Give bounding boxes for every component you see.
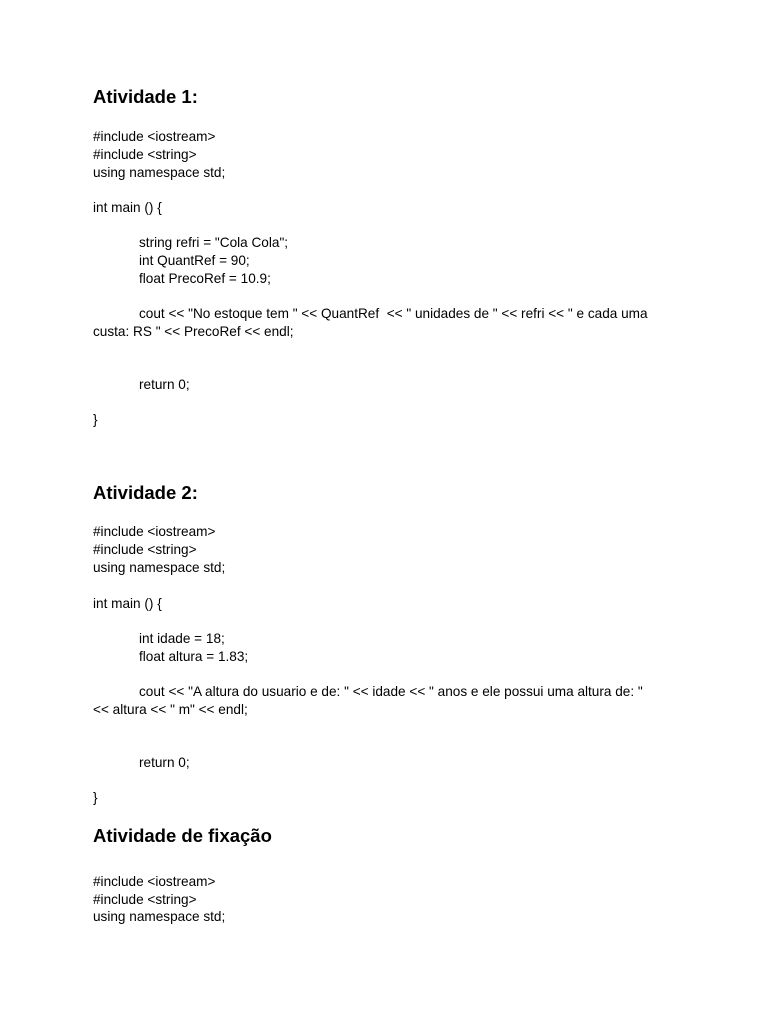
section-1-heading: Atividade 1: [93, 86, 198, 107]
section-2-heading: Atividade 2: [93, 482, 198, 503]
section-3-heading: Atividade de fixação [93, 825, 272, 846]
code-line: cout << "No estoque tem " << QuantRef << " unidades de " << refri << " e cada uma [139, 306, 648, 321]
code-line: return 0; [139, 377, 190, 392]
code-line: cout << "A altura do usuario e de: " << idade << " anos e ele possui uma altura de: " [139, 684, 643, 699]
code-line: int idade = 18; [139, 631, 225, 646]
code-line: int QuantRef = 90; [139, 253, 250, 268]
code-line: #include <iostream> [93, 874, 216, 889]
code-line: int main () { [93, 596, 162, 611]
code-line: using namespace std; [93, 165, 226, 180]
code-line: int main () { [93, 200, 162, 215]
code-line: #include <iostream> [93, 524, 216, 539]
code-line: #include <string> [93, 542, 197, 557]
code-line: << altura << " m" << endl; [93, 702, 248, 717]
code-line: float altura = 1.83; [139, 649, 249, 664]
code-line: } [93, 412, 98, 427]
code-line: return 0; [139, 755, 190, 770]
code-line: #include <iostream> [93, 129, 216, 144]
code-line: string refri = "Cola Cola"; [139, 235, 289, 250]
code-line: #include <string> [93, 147, 197, 162]
code-line: #include <string> [93, 892, 197, 907]
code-line: float PrecoRef = 10.9; [139, 271, 271, 286]
code-line: } [93, 790, 98, 805]
code-line: using namespace std; [93, 560, 226, 575]
code-line: using namespace std; [93, 909, 226, 924]
code-line: custa: RS " << PrecoRef << endl; [93, 324, 294, 339]
